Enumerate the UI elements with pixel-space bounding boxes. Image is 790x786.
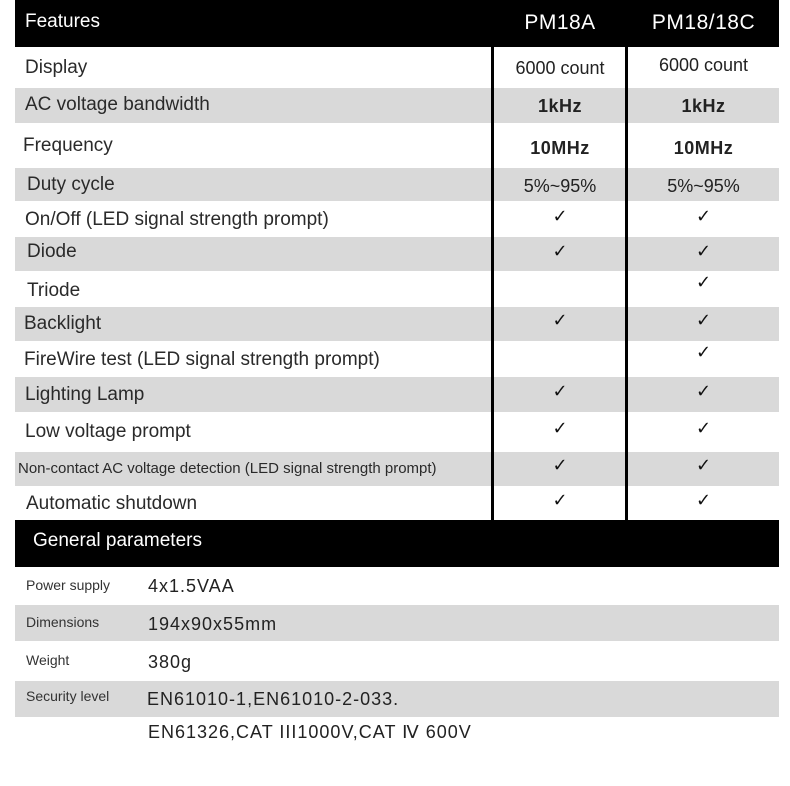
table-row	[15, 47, 779, 87]
feature-label: Automatic shutdown	[26, 493, 198, 514]
table-row	[15, 125, 779, 167]
general-parameters-header	[15, 520, 779, 567]
pm18a-check-icon: ✓	[552, 241, 568, 262]
table-row	[15, 342, 779, 376]
pm18a-value: 1kHz	[537, 96, 583, 116]
pm18a-check-icon: ✓	[552, 490, 568, 511]
security-level-continued: EN61326,CAT III1000V,CAT Ⅳ 600V	[148, 722, 472, 742]
pm18-18c-check-icon: ✓	[695, 342, 712, 363]
param-row	[15, 681, 779, 717]
param-value: EN61010-1,EN61010-2-033.	[147, 689, 400, 709]
feature-label: Triode	[27, 280, 81, 301]
param-row	[15, 643, 779, 679]
features-header	[15, 0, 779, 47]
column-divider	[491, 47, 494, 521]
feature-label: Backlight	[24, 313, 102, 334]
table-row	[15, 237, 779, 271]
param-value: 380g	[148, 652, 193, 672]
table-row	[15, 487, 779, 520]
pm18-18c-check-icon: ✓	[695, 418, 712, 439]
column-divider	[625, 47, 628, 521]
pm18-18c-check-icon: ✓	[695, 455, 712, 476]
pm18-18c-check-icon: ✓	[695, 206, 712, 227]
param-value: 194x90x55mm	[148, 614, 278, 634]
pm18-18c-value: 5%~95%	[667, 176, 740, 196]
column-header-pm18a: PM18A	[524, 11, 596, 34]
table-row	[15, 452, 779, 486]
feature-label: Lighting Lamp	[25, 384, 145, 405]
feature-label: Display	[25, 57, 88, 78]
param-value: 4x1.5VAA	[148, 576, 235, 596]
pm18-18c-value: 6000 count	[658, 55, 749, 75]
pm18a-value: 5%~95%	[523, 176, 597, 196]
table-row	[15, 377, 779, 412]
table-row	[15, 413, 779, 451]
pm18-18c-value: 1kHz	[681, 96, 726, 116]
feature-label: Non-contact AC voltage detection (LED signal strength prompt)	[18, 460, 437, 477]
feature-label: Frequency	[23, 135, 113, 156]
column-header-pm18-18c: PM18/18C	[651, 11, 756, 34]
pm18-18c-check-icon: ✓	[695, 381, 712, 402]
table-row	[15, 272, 779, 306]
feature-label: Low voltage prompt	[25, 421, 191, 442]
features-title: Features	[25, 11, 100, 32]
pm18-18c-value: 10MHz	[673, 138, 734, 158]
feature-label: FireWire test (LED signal strength prompt)	[24, 349, 380, 370]
pm18a-value: 6000 count	[515, 58, 605, 78]
pm18-18c-check-icon: ✓	[695, 241, 712, 262]
table-row	[15, 88, 779, 123]
table-row	[15, 168, 779, 201]
param-key: Power supply	[26, 577, 111, 593]
pm18a-check-icon: ✓	[552, 381, 568, 402]
param-key: Weight	[26, 652, 70, 668]
pm18-18c-check-icon: ✓	[695, 310, 712, 331]
pm18-18c-check-icon: ✓	[695, 272, 712, 293]
param-row	[15, 605, 779, 641]
feature-label: On/Off (LED signal strength prompt)	[25, 209, 329, 230]
feature-label: AC voltage bandwidth	[25, 94, 210, 115]
table-row	[15, 202, 779, 236]
feature-label: Diode	[27, 241, 77, 262]
pm18-18c-check-icon: ✓	[695, 490, 712, 511]
table-row	[15, 307, 779, 341]
pm18a-check-icon: ✓	[552, 455, 568, 476]
param-row	[15, 568, 779, 604]
pm18a-check-icon: ✓	[552, 206, 568, 227]
pm18a-value: 10MHz	[530, 138, 590, 158]
general-parameters-title: General parameters	[33, 530, 202, 551]
param-key: Security level	[26, 688, 110, 704]
param-key: Dimensions	[26, 614, 100, 630]
pm18a-check-icon: ✓	[552, 310, 568, 331]
feature-label: Duty cycle	[27, 174, 115, 195]
pm18a-check-icon: ✓	[552, 418, 568, 439]
